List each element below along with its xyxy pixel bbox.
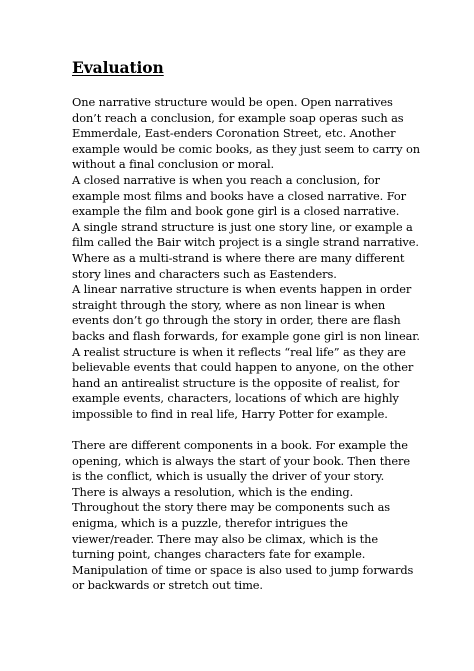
text-line: turning point, changes characters fate for example. bbox=[72, 547, 366, 562]
text-line: One narrative structure would be open. Open narratives bbox=[72, 95, 393, 109]
text-line: example would be comic books, as they just seem to carry on bbox=[72, 141, 420, 156]
text-line: example events, characters, locations of which are highly bbox=[72, 391, 399, 406]
text-line: viewer/reader. There may also be climax, which is the bbox=[72, 531, 379, 546]
text-line: film called the Bair witch project is a single strand narrative. bbox=[72, 235, 419, 250]
text-line: Where as a multi-strand is where there are many different bbox=[72, 250, 405, 265]
paragraph-book-components bbox=[72, 438, 412, 594]
text-line: believable events that could happen to anyone, on the other bbox=[72, 360, 414, 375]
text-line: enigma, which is a puzzle, therefor intrigues the bbox=[72, 516, 348, 531]
text-line: don’t reach a conclusion, for example soap operas such as bbox=[72, 110, 404, 125]
text-line: A single strand structure is just one story line, or example a bbox=[72, 219, 413, 234]
text-line: without a final conclusion or moral. bbox=[72, 157, 275, 172]
text-line: example the film and book gone girl is a closed narrative. bbox=[72, 204, 400, 219]
document-title: Evaluation bbox=[72, 58, 164, 77]
text-line: Throughout the story there may be components such as bbox=[72, 500, 391, 515]
text-line: or backwards or stretch out time. bbox=[72, 578, 263, 593]
text-line: opening, which is always the start of your book. Then there bbox=[72, 453, 411, 468]
text-line: A closed narrative is when you reach a conclusion, for bbox=[72, 172, 380, 187]
text-line: example most films and books have a closed narrative. For bbox=[72, 188, 406, 203]
text-line: is the conflict, which is usually the driver of your story. bbox=[72, 469, 385, 484]
paragraph-spacer bbox=[72, 422, 412, 438]
text-line: events don’t go through the story in order, there are flash bbox=[72, 313, 401, 328]
text-line: Emmerdale, East-enders Coronation Street, etc. Another bbox=[72, 126, 396, 141]
document-body bbox=[72, 58, 420, 594]
text-line: straight through the story, where as non linear is when bbox=[72, 297, 386, 312]
paragraph-narrative-structures bbox=[72, 95, 420, 422]
text-line: Manipulation of time or space is also used to jump forwards bbox=[72, 562, 414, 577]
text-line: hand an antirealist structure is the opposite of realist, for bbox=[72, 375, 400, 390]
text-line: A linear narrative structure is when events happen in order bbox=[72, 282, 412, 297]
text-line: backs and flash forwards, for example gone girl is non linear. bbox=[72, 328, 420, 343]
text-line: There are different components in a book. For example the bbox=[72, 438, 408, 453]
text-line: A realist structure is when it reflects “real life” as they are bbox=[72, 344, 406, 359]
text-line: impossible to find in real life, Harry Potter for example. bbox=[72, 406, 388, 421]
text-line: There is always a resolution, which is the ending. bbox=[72, 484, 354, 499]
text-line: story lines and characters such as Eastenders. bbox=[72, 266, 337, 281]
